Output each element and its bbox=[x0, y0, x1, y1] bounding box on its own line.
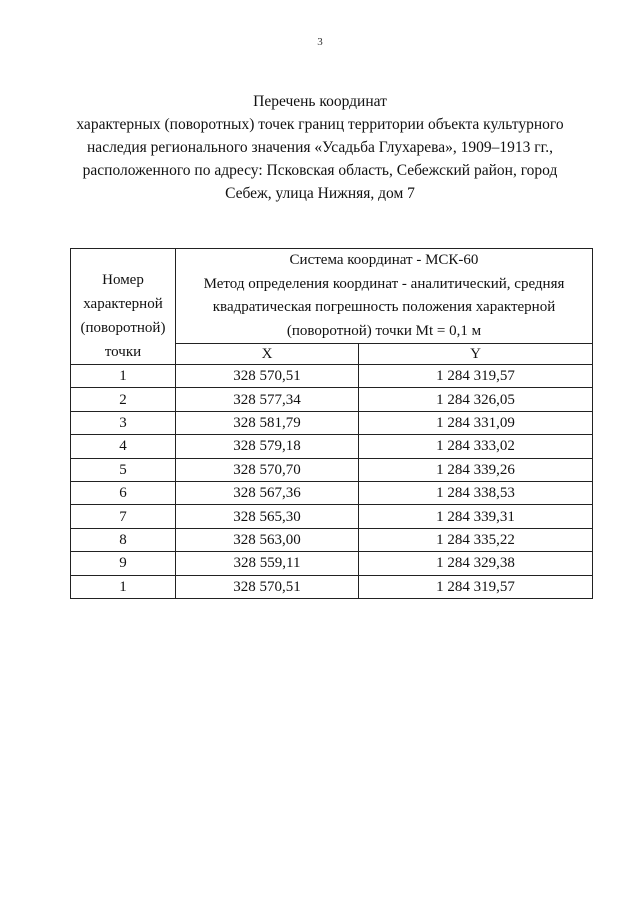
page-number: 3 bbox=[317, 36, 323, 48]
point-number-cell: 5 bbox=[71, 458, 176, 481]
y-coordinate-cell: 1 284 335,22 bbox=[359, 528, 593, 551]
header-line: (поворотной) bbox=[80, 320, 166, 336]
point-number-cell: 2 bbox=[71, 388, 176, 411]
y-coordinate-cell: 1 284 329,38 bbox=[359, 552, 593, 575]
point-number-header bbox=[71, 249, 176, 365]
table-row bbox=[71, 435, 593, 458]
y-coordinate-cell: 1 284 333,02 bbox=[359, 435, 593, 458]
x-coordinate-cell: 328 567,36 bbox=[176, 481, 359, 504]
x-column-header: X bbox=[176, 344, 359, 365]
point-number-cell: 8 bbox=[71, 528, 176, 551]
point-number-cell: 6 bbox=[71, 481, 176, 504]
point-number-cell: 9 bbox=[71, 552, 176, 575]
header-line: точки bbox=[104, 344, 142, 360]
table-row bbox=[71, 411, 593, 434]
point-number-cell: 1 bbox=[71, 575, 176, 598]
point-number-cell: 3 bbox=[71, 411, 176, 434]
y-column-header: Y bbox=[359, 344, 593, 365]
x-coordinate-cell: 328 570,51 bbox=[176, 365, 359, 388]
x-coordinate-cell: 328 563,00 bbox=[176, 528, 359, 551]
title-line: расположенного по адресу: Псковская область, Себежский район, город bbox=[82, 162, 558, 179]
header-line: характерной bbox=[83, 296, 163, 312]
header-line: (поворотной) точки Mt = 0,1 м bbox=[286, 322, 482, 339]
x-coordinate-cell: 328 565,30 bbox=[176, 505, 359, 528]
table-row bbox=[71, 528, 593, 551]
y-coordinate-cell: 1 284 339,26 bbox=[359, 458, 593, 481]
y-coordinate-cell: 1 284 339,31 bbox=[359, 505, 593, 528]
x-coordinate-cell: 328 577,34 bbox=[176, 388, 359, 411]
header-line: Метод определения координат - аналитический, средняя bbox=[203, 275, 565, 292]
y-coordinate-cell: 1 284 331,09 bbox=[359, 411, 593, 434]
x-coordinate-cell: 328 579,18 bbox=[176, 435, 359, 458]
point-number-cell: 4 bbox=[71, 435, 176, 458]
point-number-cell: 1 bbox=[71, 365, 176, 388]
coordinate-system-header bbox=[176, 249, 593, 344]
header-line: Номер bbox=[102, 272, 144, 288]
header-line: Система координат - МСК-60 bbox=[289, 252, 479, 268]
table-row bbox=[71, 388, 593, 411]
point-number-cell: 7 bbox=[71, 505, 176, 528]
x-coordinate-cell: 328 559,11 bbox=[176, 552, 359, 575]
table-row bbox=[71, 481, 593, 504]
table-row bbox=[71, 458, 593, 481]
title-line: характерных (поворотных) точек границ территории объекта культурного bbox=[76, 116, 564, 133]
coordinates-table bbox=[70, 248, 593, 599]
table-row bbox=[71, 365, 593, 388]
title-line: Себеж, улица Нижняя, дом 7 bbox=[225, 185, 415, 202]
title-line: Перечень координат bbox=[253, 93, 387, 110]
table-row bbox=[71, 575, 593, 598]
x-coordinate-cell: 328 581,79 bbox=[176, 411, 359, 434]
x-coordinate-cell: 328 570,51 bbox=[176, 575, 359, 598]
table-row bbox=[71, 552, 593, 575]
header-line: квадратическая погрешность положения характерной bbox=[212, 299, 556, 315]
title-line: наследия регионального значения «Усадьба Глухарева», 1909–1913 гг., bbox=[87, 139, 553, 156]
y-coordinate-cell: 1 284 326,05 bbox=[359, 388, 593, 411]
y-coordinate-cell: 1 284 338,53 bbox=[359, 481, 593, 504]
y-coordinate-cell: 1 284 319,57 bbox=[359, 365, 593, 388]
x-coordinate-cell: 328 570,70 bbox=[176, 458, 359, 481]
document-title bbox=[60, 90, 580, 205]
table-row bbox=[71, 505, 593, 528]
y-coordinate-cell: 1 284 319,57 bbox=[359, 575, 593, 598]
